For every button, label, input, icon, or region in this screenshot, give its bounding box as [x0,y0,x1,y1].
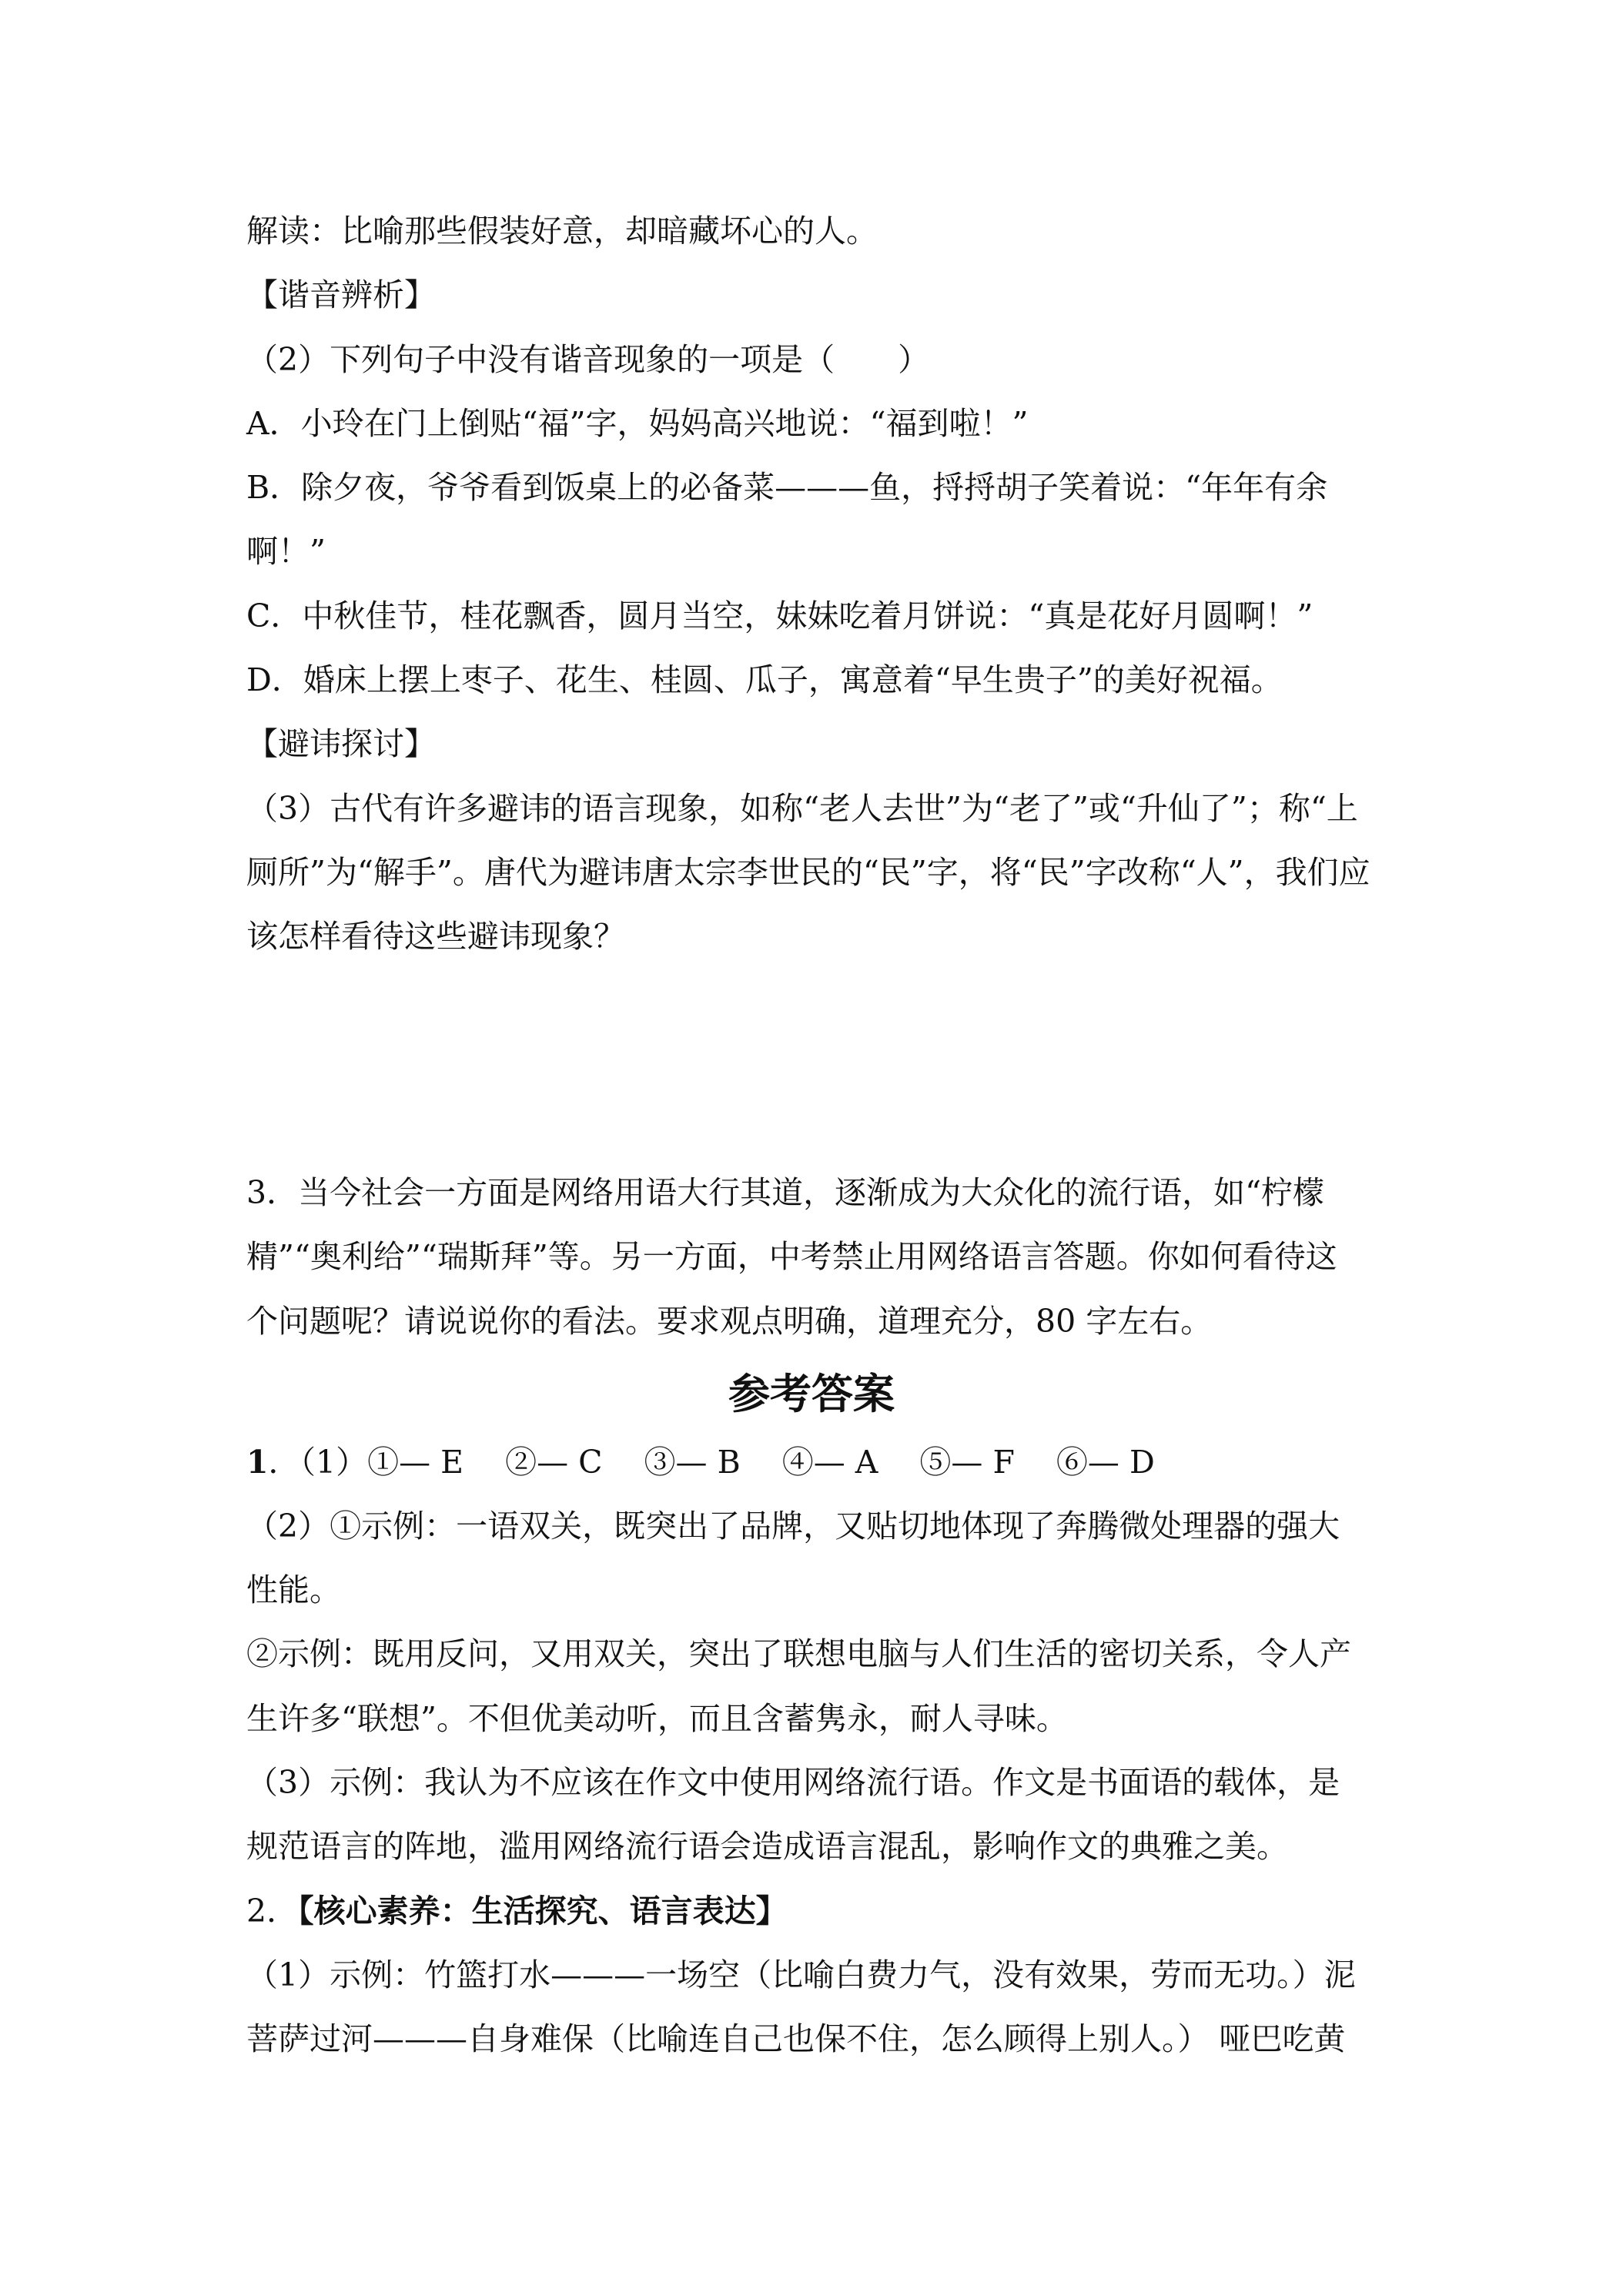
answer-2-heading: 【核心素养：生活探究、语言表达】 [298,1893,788,1930]
answer-title: 参考答案 [728,1370,895,1418]
section-heading-taboo: 【避讳探讨】 [246,725,436,762]
option-b-line1: B．除夕夜，爷爷看到饭桌上的必备菜———鱼，捋捋胡子笑着说：“年年有余 [246,469,1328,506]
question-3-line3: 该怎样看待这些避讳现象？ [246,918,625,955]
question-3-line2: 厕所”为“解手”。唐代为避讳唐太宗李世民的“民”字，将“民”字改称“人”，我们应 [246,854,1370,891]
question-2-stem: （2）下列句子中没有谐音现象的一项是（ ） [246,341,930,378]
answer-1-2-line1: （2）①示例：一语双关，既突出了品牌，又贴切地体现了奔腾微处理器的强大 [246,1508,1340,1545]
answer-2-heading-line [246,1889,1386,1933]
answer-2-number: 2． [246,1893,299,1930]
question-3-line1: （3）古代有许多避讳的语言现象，如称“老人去世”为“老了”或“升仙了”；称“上 [246,790,1358,827]
answer-2-1-line1: （1）示例：竹篮打水———一场空（比喻白费力气，没有效果，劳而无功。）泥 [246,1956,1356,1993]
answer-1-3-line2: 规范语言的阵地，滥用网络流行语会造成语言混乱，影响作文的典雅之美。 [246,1828,1288,1865]
section-heading-homophone: 【谐音辨析】 [246,276,436,313]
option-a: A．小玲在门上倒贴“福”字，妈妈高兴地说：“福到啦！” [246,405,1029,442]
answer-1-line [246,1441,1386,1484]
answer-1-2-line2: 性能。 [246,1571,341,1608]
answer-2-1-line2: 菩萨过河———自身难保（比喻连自己也保不住，怎么顾得上别人。） 哑巴吃黄 [246,2020,1346,2057]
option-b-line2: 啊！” [246,533,326,570]
option-c: C．中秋佳节，桂花飘香，圆月当空，妹妹吃着月饼说：“真是花好月圆啊！” [246,597,1313,634]
answer-1-3-line1: （3）示例：我认为不应该在作文中使用网络流行语。作文是书面语的载体，是 [246,1764,1340,1801]
option-d: D．婚床上摆上枣子、花生、桂圆、瓜子，寓意着“早生贵子”的美好祝福。 [246,661,1283,698]
main-question-3-line3: 个问题呢？请说说你的看法。要求观点明确，道理充分，80 字左右。 [246,1303,1213,1340]
interpretation-line: 解读：比喻那些假装好意，却暗藏坏心的人。 [246,213,878,249]
main-question-3-line1: 3．当今社会一方面是网络用语大行其道，逐渐成为大众化的流行语，如“柠檬 [246,1174,1325,1211]
answer-1-2b-line1: ②示例：既用反问，又用双关，突出了联想电脑与人们生活的密切关系，令人产 [246,1635,1351,1672]
answer-1-2b-line2: 生许多“联想”。不但优美动听，而且含蓄隽永，耐人寻味。 [246,1700,1068,1737]
answer-1-number: 1 [246,1444,269,1481]
answer-1-text: ．（1）①— E ②— C ③— B ④— A ⑤— F ⑥— D [268,1444,1155,1481]
main-question-3-line2: 精”“奥利给”“瑞斯拜”等。另一方面，中考禁止用网络语言答题。你如何看待这 [246,1238,1337,1275]
